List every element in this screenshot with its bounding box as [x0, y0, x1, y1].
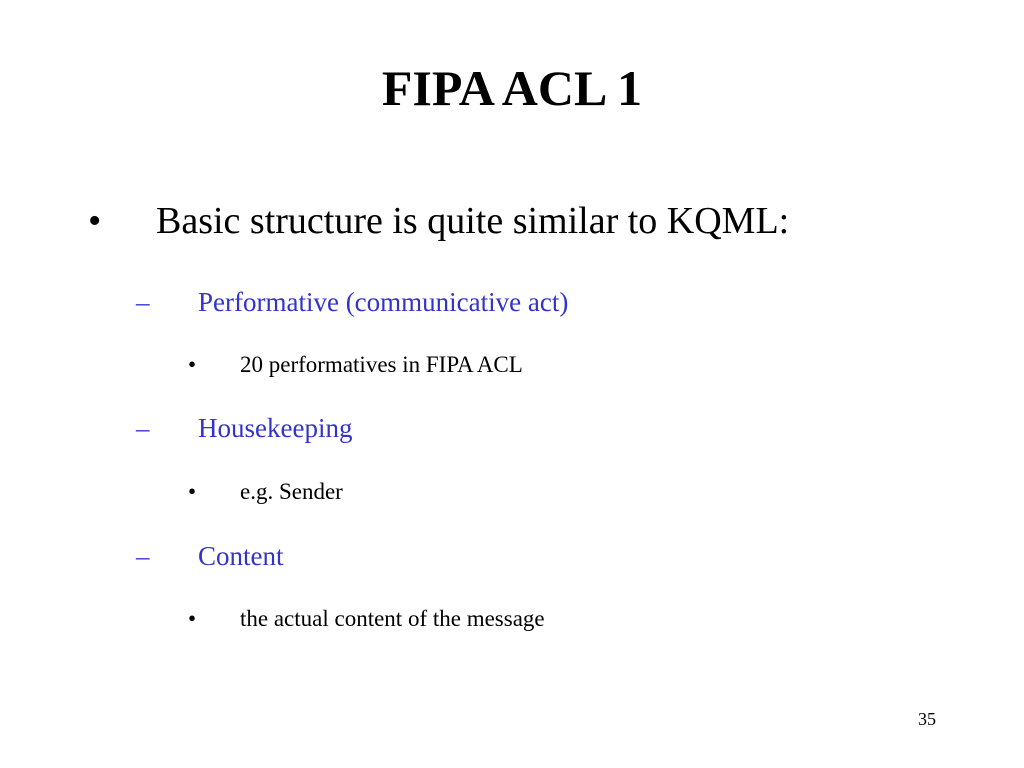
- sub-sub-bullet-text: the actual content of the message: [240, 606, 545, 631]
- sub-bullet-text: Performative (communicative act): [198, 287, 569, 317]
- bullet-marker: •: [188, 352, 197, 377]
- dash-marker: –: [136, 541, 150, 571]
- bullet-marker: •: [88, 200, 102, 242]
- bullet-text: Basic structure is quite similar to KQML:: [156, 200, 790, 242]
- slide-title: FIPA ACL 1: [381, 60, 643, 116]
- bullet-marker: •: [188, 479, 197, 504]
- dash-marker: –: [136, 287, 150, 317]
- bullet-marker: •: [188, 606, 197, 631]
- page-number: 35: [918, 709, 936, 729]
- sub-sub-bullet-text: 20 performatives in FIPA ACL: [240, 352, 523, 377]
- sub-bullet-text: Housekeeping: [198, 413, 353, 443]
- dash-marker: –: [136, 413, 150, 443]
- sub-sub-bullet-text: e.g. Sender: [240, 479, 343, 504]
- sub-bullet-text: Content: [198, 541, 284, 571]
